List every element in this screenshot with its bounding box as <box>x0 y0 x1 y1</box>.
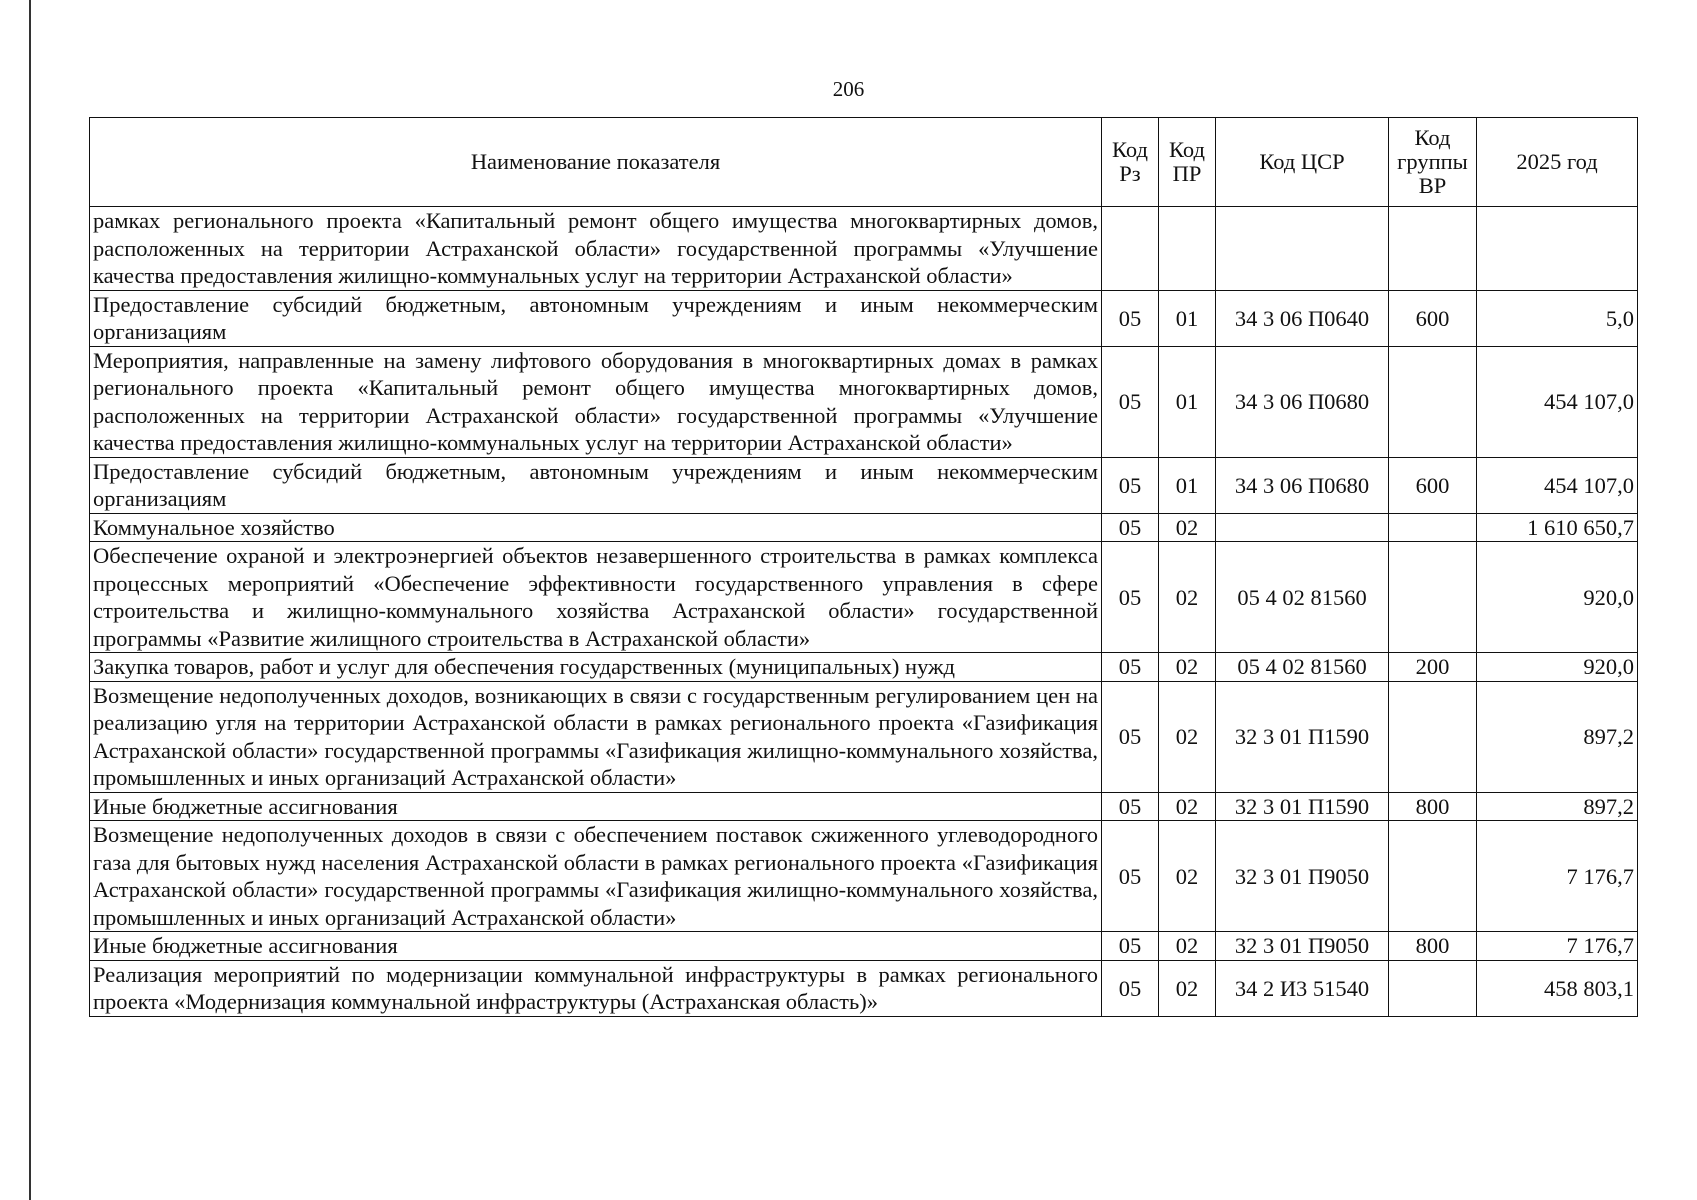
row-pr <box>1159 207 1216 291</box>
row-pr: 02 <box>1159 792 1216 821</box>
row-sum: 920,0 <box>1477 653 1638 682</box>
row-csr: 32 3 01 П1590 <box>1216 792 1389 821</box>
row-sum: 1 610 650,7 <box>1477 513 1638 542</box>
row-csr: 34 2 И3 51540 <box>1216 960 1389 1016</box>
header-csr: Код ЦСР <box>1216 118 1389 207</box>
table-row <box>90 346 1638 457</box>
row-csr: 34 3 06 П0640 <box>1216 290 1389 346</box>
table-row <box>90 207 1638 291</box>
row-pr: 02 <box>1159 542 1216 653</box>
row-vr <box>1389 207 1477 291</box>
row-csr: 05 4 02 81560 <box>1216 542 1389 653</box>
row-rz: 05 <box>1102 513 1159 542</box>
row-name: Коммунальное хозяйство <box>90 513 1102 542</box>
row-csr: 34 3 06 П0680 <box>1216 346 1389 457</box>
row-rz: 05 <box>1102 542 1159 653</box>
page-number: 206 <box>832 77 865 101</box>
table-row <box>90 821 1638 932</box>
row-sum: 454 107,0 <box>1477 346 1638 457</box>
header-vr: Код группы ВР <box>1389 118 1477 207</box>
row-sum: 7 176,7 <box>1477 932 1638 961</box>
row-pr: 02 <box>1159 821 1216 932</box>
row-sum: 7 176,7 <box>1477 821 1638 932</box>
table-row <box>90 792 1638 821</box>
row-csr: 05 4 02 81560 <box>1216 653 1389 682</box>
budget-table <box>89 117 1638 1017</box>
table-row <box>90 290 1638 346</box>
header-name: Наименование показателя <box>90 118 1102 207</box>
row-sum: 458 803,1 <box>1477 960 1638 1016</box>
row-csr: 32 3 01 П9050 <box>1216 932 1389 961</box>
row-vr <box>1389 346 1477 457</box>
row-name: рамках регионального проекта «Капитальный ремонт общего имущества многоквартирных домов, расположенных на территории Астраханской области» государственной программы «Улучшение качества предоставления жилищно-коммунальных услуг на территории Астраханской области» <box>90 207 1102 291</box>
row-csr: 32 3 01 П1590 <box>1216 681 1389 792</box>
row-pr: 02 <box>1159 513 1216 542</box>
row-sum: 454 107,0 <box>1477 457 1638 513</box>
row-rz: 05 <box>1102 792 1159 821</box>
row-rz: 05 <box>1102 681 1159 792</box>
row-pr: 01 <box>1159 457 1216 513</box>
row-vr: 200 <box>1389 653 1477 682</box>
table-row <box>90 960 1638 1016</box>
row-vr: 600 <box>1389 290 1477 346</box>
row-name: Мероприятия, направленные на замену лифтового оборудования в многоквартирных домах в рамках регионального проекта «Капитальный ремонт общего имущества многоквартирных домов, расположенных на территории Астраханской области» государственной программы «Улучшение качества предоставления жилищно-коммунальных услуг на территории Астраханской области» <box>90 346 1102 457</box>
table-header-row <box>90 118 1638 207</box>
row-name: Возмещение недополученных доходов в связи с обеспечением поставок сжиженного углеводородного газа для бытовых нужд населения Астраханской области в рамках регионального проекта «Газификация Астраханской области» государственной программы «Газификация жилищно-коммунального хозяйства, промышленных и иных организаций Астраханской области» <box>90 821 1102 932</box>
row-rz: 05 <box>1102 960 1159 1016</box>
row-vr: 800 <box>1389 792 1477 821</box>
scan-margin-line <box>29 0 31 1200</box>
table-row <box>90 457 1638 513</box>
row-sum: 920,0 <box>1477 542 1638 653</box>
row-csr <box>1216 207 1389 291</box>
row-sum <box>1477 207 1638 291</box>
row-csr <box>1216 513 1389 542</box>
row-vr <box>1389 542 1477 653</box>
row-pr: 02 <box>1159 653 1216 682</box>
row-name: Обеспечение охраной и электроэнергией объектов незавершенного строительства в рамках комплекса процессных мероприятий «Обеспечение эффективности государственного управления в сфере строительства и жилищно-коммунального хозяйства Астраханской области» государственной программы «Развитие жилищного строительства в Астраханской области» <box>90 542 1102 653</box>
row-name: Предоставление субсидий бюджетным, автономным учреждениям и иным некоммерческим организациям <box>90 290 1102 346</box>
row-vr <box>1389 681 1477 792</box>
header-rz: Код Рз <box>1102 118 1159 207</box>
row-name: Иные бюджетные ассигнования <box>90 932 1102 961</box>
row-sum: 897,2 <box>1477 792 1638 821</box>
row-pr: 01 <box>1159 346 1216 457</box>
row-rz: 05 <box>1102 346 1159 457</box>
row-sum: 5,0 <box>1477 290 1638 346</box>
table-row <box>90 513 1638 542</box>
row-name: Возмещение недополученных доходов, возникающих в связи с государственным регулированием цен на реализацию угля на территории Астраханской области в рамках регионального проекта «Газификация Астраханской области» государственной программы «Газификация жилищно-коммунального хозяйства, промышленных и иных организаций Астраханской области» <box>90 681 1102 792</box>
row-rz <box>1102 207 1159 291</box>
row-csr: 34 3 06 П0680 <box>1216 457 1389 513</box>
row-rz: 05 <box>1102 290 1159 346</box>
row-vr: 800 <box>1389 932 1477 961</box>
row-name: Предоставление субсидий бюджетным, автономным учреждениям и иным некоммерческим организациям <box>90 457 1102 513</box>
row-pr: 01 <box>1159 290 1216 346</box>
table-row <box>90 681 1638 792</box>
table-row <box>90 932 1638 961</box>
row-sum: 897,2 <box>1477 681 1638 792</box>
row-pr: 02 <box>1159 681 1216 792</box>
row-pr: 02 <box>1159 932 1216 961</box>
row-vr <box>1389 513 1477 542</box>
header-pr: Код ПР <box>1159 118 1216 207</box>
row-csr: 32 3 01 П9050 <box>1216 821 1389 932</box>
table-row <box>90 653 1638 682</box>
row-vr <box>1389 821 1477 932</box>
header-sum: 2025 год <box>1477 118 1638 207</box>
row-rz: 05 <box>1102 821 1159 932</box>
row-vr: 600 <box>1389 457 1477 513</box>
row-name: Закупка товаров, работ и услуг для обеспечения государственных (муниципальных) нужд <box>90 653 1102 682</box>
row-name: Реализация мероприятий по модернизации коммунальной инфраструктуры в рамках регионального проекта «Модернизация коммунальной инфраструктуры (Астраханская область)» <box>90 960 1102 1016</box>
row-pr: 02 <box>1159 960 1216 1016</box>
row-vr <box>1389 960 1477 1016</box>
row-name: Иные бюджетные ассигнования <box>90 792 1102 821</box>
table-row <box>90 542 1638 653</box>
row-rz: 05 <box>1102 932 1159 961</box>
row-rz: 05 <box>1102 653 1159 682</box>
row-rz: 05 <box>1102 457 1159 513</box>
